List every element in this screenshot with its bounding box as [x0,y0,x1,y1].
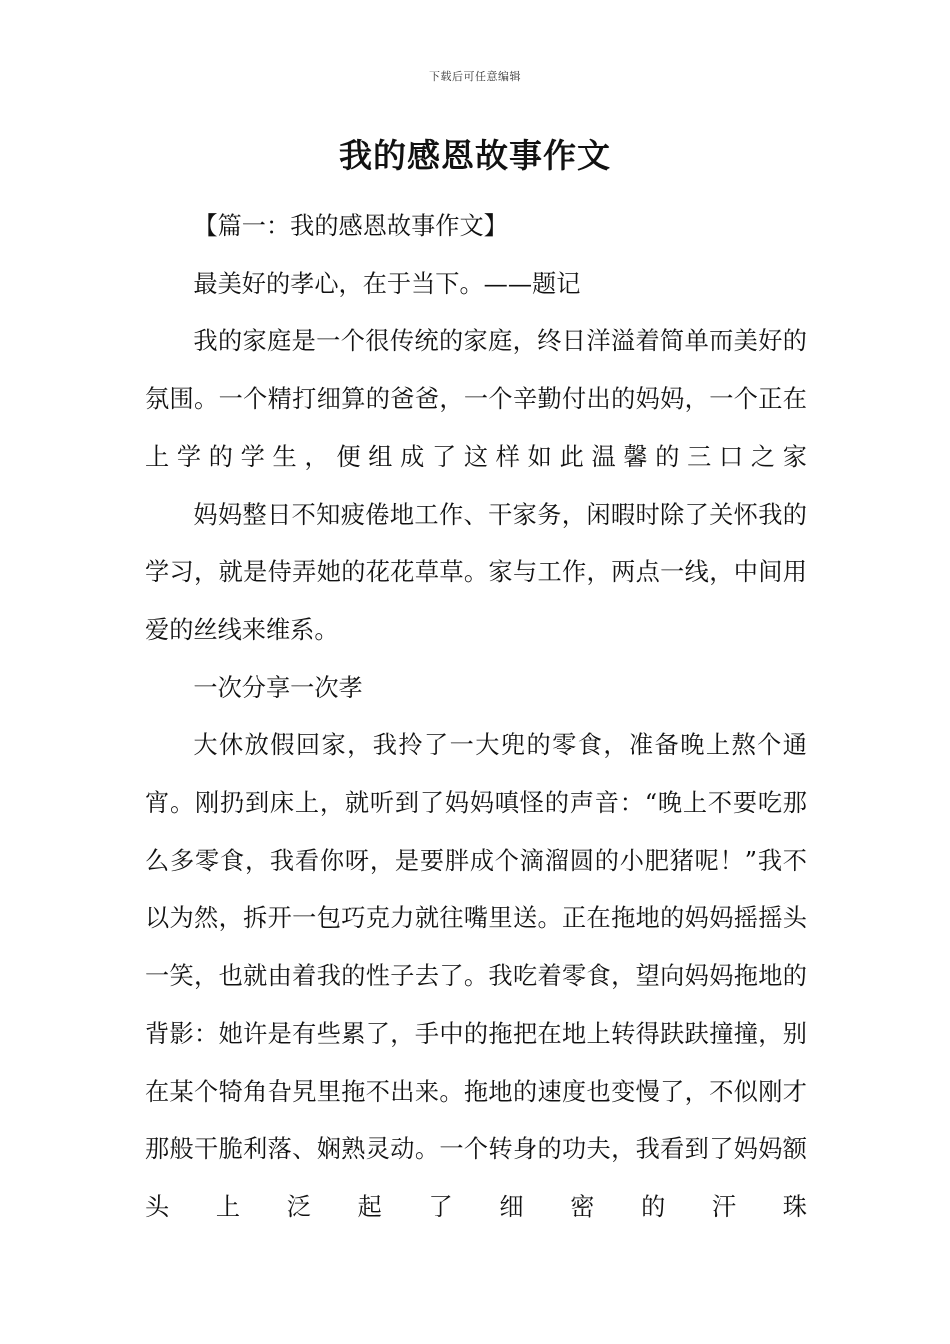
body-paragraph: 妈妈整日不知疲倦地工作、干家务，闲暇时除了关怀我的学习，就是侍弄她的花花草草。家与工作，两点一线，中间用爱的丝线来维系。 [145,500,807,644]
subheading-paragraph: 一次分享一次孝 [193,673,363,702]
document-body [145,198,807,1237]
header-note: 下载后可任意编辑 [429,70,521,83]
section-heading: 【篇一：我的感恩故事作文】 [193,212,508,240]
body-paragraph: 我的家庭是一个很传统的家庭，终日洋溢着简单而美好的氛围。一个精打细算的爸爸，一个辛勤付出的妈妈，一个正在上学的学生，便组成了这样如此温馨的三口之家 [145,327,807,471]
body-paragraph: 大休放假回家，我拎了一大兜的零食，准备晚上熬个通宵。刚扔到床上，就听到了妈妈嗔怪的声音：“晚上不要吃那么多零食，我看你呀，是要胖成个滴溜圆的小肥猪呢！”我不以为然，拆开一包巧克力就往嘴里送。正在拖地的妈妈摇摇头一笑，也就由着我的性子去了。我吃着零食，望向妈妈拖地的背影：她许是有些累了，手中的拖把在地上转得趺趺撞撞，别在某个犄角旮旯里拖不出来。拖地的速度也变慢了，不似刚才那般干脆利落、娴熟灵动。一个转身的功夫，我看到了妈妈额头上泛起了细密的汗珠 [145,731,807,1221]
document-title: 我的感恩故事作文 [339,136,611,175]
epigraph-paragraph: 最美好的孝心，在于当下。——题记 [193,269,581,298]
